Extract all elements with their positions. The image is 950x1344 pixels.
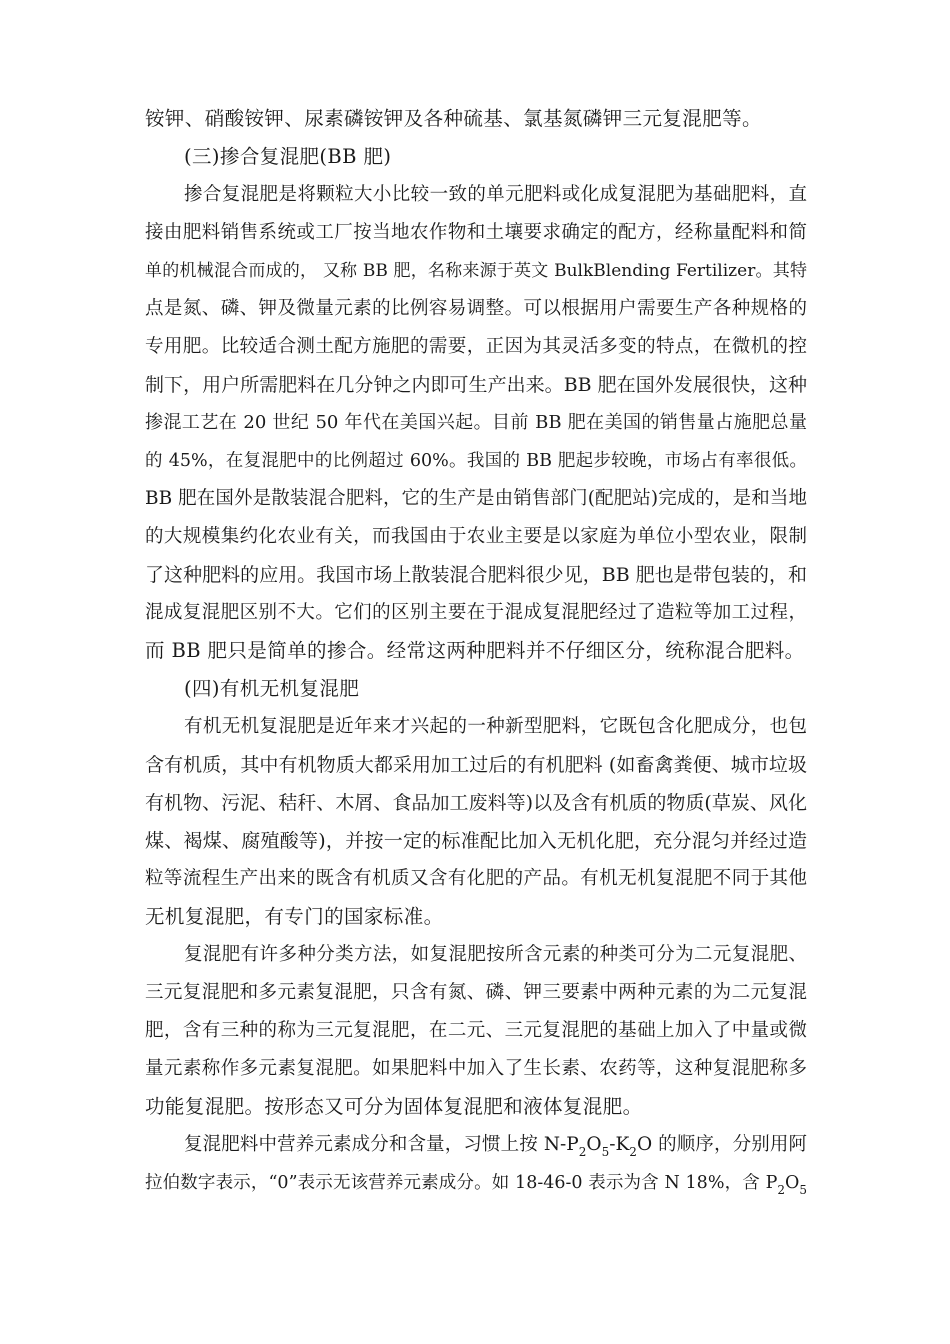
text-line: 粒等流程生产出来的既含有机质又含有化肥的产品。有机无机复混肥不同于其他 bbox=[145, 868, 807, 889]
text-segment: -K bbox=[609, 1134, 630, 1155]
text-line: 单的机械混合而成的， 又称 BB 肥，名称来源于英文 BulkBlending Fertilizer。其特 bbox=[145, 261, 807, 281]
text-line-formula bbox=[145, 1169, 807, 1197]
section-heading: (三)掺合复混肥(BB 肥) bbox=[184, 145, 392, 168]
text-line: 了这种肥料的应用。我国市场上散装混合肥料很少见，BB 肥也是带包装的，和 bbox=[145, 564, 807, 586]
text-line: 混成复混肥区别不大。它们的区别主要在于混成复混肥经过了造粒等加工过程， bbox=[145, 602, 807, 623]
subscript: 2 bbox=[629, 1145, 637, 1159]
subscript: 5 bbox=[799, 1183, 807, 1197]
text-segment: O 的顺序，分别用阿 bbox=[636, 1134, 807, 1155]
text-line: 专用肥。比较适合测土配方施肥的需要，正因为其灵活多变的特点，在微机的控 bbox=[145, 336, 807, 357]
subscript: 5 bbox=[601, 1145, 610, 1159]
text-segment: O bbox=[586, 1134, 602, 1155]
text-line: 含有机质，其中有机物质大都采用加工过后的有机肥料 (如畜禽粪便、城市垃圾 bbox=[145, 754, 807, 776]
text-line: 铵钾、硝酸铵钾、尿素磷铵钾及各种硫基、氯基氮磷钾三元复混肥等。 bbox=[145, 107, 762, 130]
text-line: 点是氮、磷、钾及微量元素的比例容易调整。可以根据用户需要生产各种规格的 bbox=[145, 298, 807, 319]
text-line: 无机复混肥，有专门的国家标准。 bbox=[145, 905, 444, 928]
text-line: BB 肥在国外是散装混合肥料，它的生产是由销售部门(配肥站)完成的，是和当地 bbox=[145, 488, 807, 509]
text-line-formula bbox=[184, 1131, 807, 1159]
text-line: 掺合复混肥是将颗粒大小比较一致的单元肥料或化成复混肥为基础肥料，直 bbox=[184, 184, 807, 205]
text-line: 而 BB 肥只是简单的掺合。经常这两种肥料并不仔细区分，统称混合肥料。 bbox=[145, 639, 805, 662]
text-line: 有机无机复混肥是近年来才兴起的一种新型肥料，它既包含化肥成分，也包 bbox=[184, 716, 807, 737]
text-line: 三元复混肥和多元素复混肥，只含有氮、磷、钾三要素中两种元素的为二元复混 bbox=[145, 982, 807, 1003]
text-line: 复混肥有许多种分类方法，如复混肥按所含元素的种类可分为二元复混肥、 bbox=[184, 944, 807, 965]
text-line: 煤、褐煤、腐殖酸等)，并按一定的标准配比加入无机化肥，充分混匀并经过造 bbox=[145, 830, 807, 852]
text-line: 制下，用户所需肥料在几分钟之内即可生产出来。BB 肥在国外发展很快，这种 bbox=[145, 374, 807, 396]
text-line: 的大规模集约化农业有关，而我国由于农业主要是以家庭为单位小型农业，限制 bbox=[145, 526, 807, 547]
subscript: 2 bbox=[578, 1145, 587, 1159]
text-segment: O bbox=[785, 1173, 800, 1193]
text-line: 掺混工艺在 20 世纪 50 年代在美国兴起。目前 BB 肥在美国的销售量占施肥总量 bbox=[145, 412, 807, 433]
text-segment: 拉伯数字表示，“0”表示无该营养元素成分。如 18-46-0 表示为含 N 18%，含 P bbox=[145, 1173, 778, 1193]
text-line: 量元素称作多元素复混肥。如果肥料中加入了生长素、农药等，这种复混肥称多 bbox=[145, 1058, 807, 1079]
text-line: 的 45%，在复混肥中的比例超过 60%。我国的 BB 肥起步较晚，市场占有率很低。 bbox=[145, 451, 807, 471]
text-line: 肥，含有三种的称为三元复混肥，在二元、三元复混肥的基础上加入了中量或微 bbox=[145, 1020, 807, 1041]
text-line: 有机物、污泥、秸秆、木屑、食品加工废料等)以及含有机质的物质(草炭、风化 bbox=[145, 792, 807, 814]
text-segment: 复混肥料中营养元素成分和含量，习惯上按 N-P bbox=[184, 1134, 579, 1155]
text-line: 接由肥料销售系统或工厂按当地农作物和土壤要求确定的配方，经称量配料和简 bbox=[145, 222, 807, 243]
subscript: 2 bbox=[777, 1183, 785, 1197]
section-heading: (四)有机无机复混肥 bbox=[184, 677, 360, 700]
text-line: 功能复混肥。按形态又可分为固体复混肥和液体复混肥。 bbox=[145, 1095, 643, 1118]
